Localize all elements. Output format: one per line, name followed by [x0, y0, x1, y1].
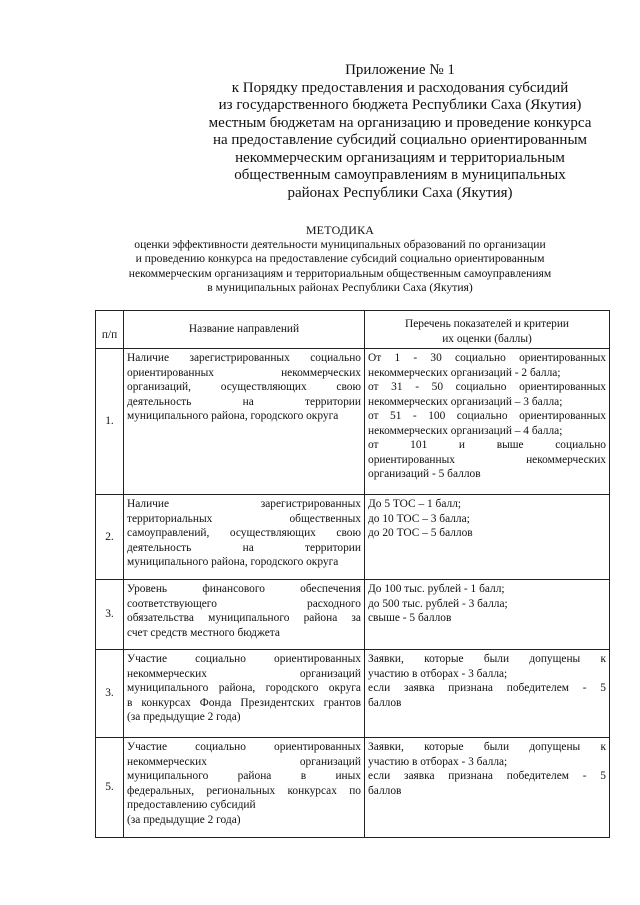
row-criteria-line: ориентированных некоммерческих: [368, 453, 606, 466]
annex-line: районах Республики Саха (Якутия): [287, 184, 513, 201]
row-name-line: в конкурсах Фонда Президентских грантов: [127, 696, 361, 709]
row-criteria-line: некоммерческих организаций – 3 балла;: [368, 395, 563, 408]
row-name-line: Участие социально ориентированных: [127, 741, 361, 753]
row-criteria: [365, 738, 610, 838]
row-name-line: счет средств местного бюджета: [127, 626, 280, 639]
row-criteria-line: свыше - 5 баллов: [368, 612, 452, 624]
row-name: [124, 495, 365, 580]
methodology-line: в муниципальных районах Республики Саха (Якутия): [207, 281, 473, 295]
row-criteria-line: от 51 - 100 социально ориентированных: [368, 410, 606, 422]
row-name-line: муниципального района, городского округа: [127, 556, 339, 568]
row-criteria-line: баллов: [368, 784, 402, 797]
methodology-title: МЕТОДИКА: [305, 223, 375, 237]
row-criteria-line: участию в отборах - 3 балла;: [368, 667, 508, 680]
row-name-line: деятельность на территории: [127, 395, 361, 408]
row-num: 3.: [96, 650, 124, 738]
row-name-line: Наличие зарегистрированных: [127, 498, 361, 510]
methodology-line: и проведению конкурса на предоставление субсидий социально ориентированным: [135, 252, 545, 266]
row-criteria-line: участию в отборах - 3 балла;: [368, 755, 508, 768]
header-criteria-line: их оценки (баллы): [442, 332, 532, 345]
row-name-line: организаций, осуществляющих свою: [127, 381, 361, 393]
row-name-line: территориальных общественных: [127, 512, 361, 525]
header-num: п/п: [96, 311, 124, 349]
row-num: 3.: [96, 580, 124, 650]
row-name: [124, 580, 365, 650]
table-row: [96, 650, 610, 738]
annex-line: Приложение № 1: [345, 62, 455, 78]
row-name-line: предоставлению субсидий: [127, 799, 256, 811]
row-name-line: (за предыдущие 2 года): [127, 711, 241, 723]
row-criteria-line: до 500 тыс. рублей - 3 балла;: [368, 597, 508, 610]
row-criteria-line: От 1 - 30 социально ориентированных: [368, 352, 606, 364]
annex-line: из государственного бюджета Республики Саха (Якутия): [218, 97, 582, 113]
row-num: 1.: [96, 349, 124, 495]
row-criteria-line: До 100 тыс. рублей - 1 балл;: [368, 583, 505, 595]
row-name-line: ориентированных некоммерческих: [127, 366, 361, 379]
row-name-line: муниципального района, городского округа: [127, 410, 339, 422]
table-row: [96, 349, 610, 495]
row-num: 5.: [96, 738, 124, 838]
header-criteria: [365, 311, 610, 349]
row-criteria-line: до 10 ТОС – 3 балла;: [368, 512, 470, 525]
row-name-line: Наличие зарегистрированных социально: [127, 352, 361, 364]
header-criteria-line: Перечень показателей и критерии: [404, 318, 570, 330]
methodology-line: некоммерческим организациям и территориальным общественным самоуправлениям: [128, 266, 552, 280]
row-criteria-line: До 5 ТОС – 1 балл;: [368, 498, 462, 510]
annex-line: на предоставление субсидий социально ориентированным: [212, 132, 588, 148]
row-num: 2.: [96, 495, 124, 580]
row-criteria-line: от 31 - 50 социально ориентированных: [368, 381, 606, 393]
row-criteria-line: от 101 и выше социально: [368, 439, 606, 451]
row-criteria: [365, 580, 610, 650]
methodology-line: оценки эффективности деятельности муниципальных образований по организации: [134, 237, 546, 251]
row-criteria-line: организаций - 5 баллов: [368, 468, 481, 480]
criteria-table: [95, 310, 610, 838]
row-criteria-line: Заявки, которые были допущены к: [368, 653, 606, 665]
row-criteria-line: если заявка признана победителем - 5: [368, 682, 606, 694]
annex-line: общественным самоуправлениям в муниципальных: [234, 167, 566, 183]
row-name-line: Уровень финансового обеспечения: [127, 583, 361, 595]
header-name: Название направлений: [124, 311, 365, 349]
row-name: [124, 738, 365, 838]
annex-line: к Порядку предоставления и расходования субсидий: [231, 79, 569, 96]
row-criteria-line: баллов: [368, 696, 402, 709]
annex-line: местным бюджетам на организацию и проведение конкурса: [208, 114, 592, 131]
table-row: [96, 495, 610, 580]
row-name-line: некоммерческих организаций: [127, 667, 361, 680]
row-name: [124, 650, 365, 738]
row-name-line: муниципального района, городского округа: [127, 682, 361, 694]
row-criteria-line: некоммерческих организаций – 4 балла;: [368, 424, 563, 437]
row-name-line: самоуправлений, осуществляющих свою: [127, 527, 361, 539]
row-name-line: Участие социально ориентированных: [127, 653, 361, 665]
methodology-heading: [60, 223, 620, 296]
table-header-row: [96, 311, 610, 349]
row-name-line: некоммерческих организаций: [127, 755, 361, 768]
annex-block: [200, 62, 600, 202]
annex-line: некоммерческим организациям и территориальным: [235, 149, 565, 166]
row-name-line: обязательства муниципального района за: [127, 612, 361, 624]
row-criteria-line: если заявка признана победителем - 5: [368, 770, 606, 782]
row-name: [124, 349, 365, 495]
row-criteria: [365, 349, 610, 495]
table-row: [96, 580, 610, 650]
row-name-line: муниципального района в иных: [127, 770, 361, 782]
row-name-line: деятельность на территории: [127, 541, 361, 554]
row-name-line: соответствующего расходного: [127, 597, 361, 610]
row-criteria-line: Заявки, которые были допущены к: [368, 741, 606, 753]
row-criteria-line: до 20 ТОС – 5 баллов: [368, 527, 473, 539]
row-name-line: (за предыдущие 2 года): [127, 813, 241, 826]
row-name-line: федеральных, региональных конкурсах по: [127, 784, 361, 797]
row-criteria-line: некоммерческих организаций - 2 балла;: [368, 366, 561, 379]
row-criteria: [365, 650, 610, 738]
row-criteria: [365, 495, 610, 580]
table-row: [96, 738, 610, 838]
